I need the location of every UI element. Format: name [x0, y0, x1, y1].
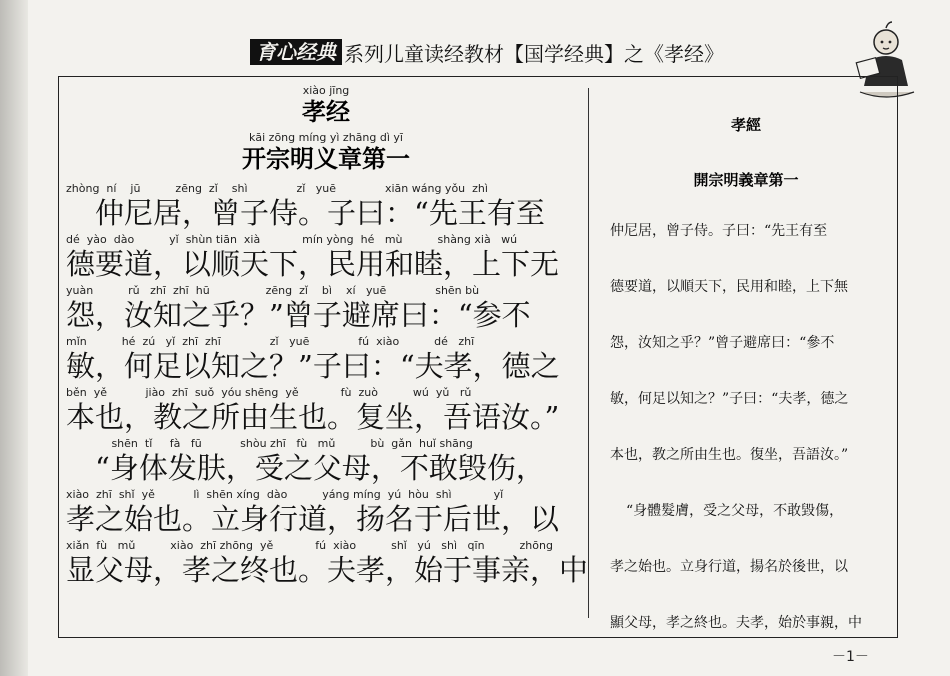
hanzi-line: 敏，何足以知之？”子曰：“夫孝，德之	[66, 349, 560, 383]
traditional-line: 怨，汝知之乎？”曾子避席曰：“參不	[610, 335, 835, 351]
hanzi-line: 仲尼居，曾子侍。子曰：“先王有至	[66, 196, 545, 230]
hanzi-line: 显父母，孝之终也。夫孝，始于事亲，中	[66, 553, 589, 587]
traditional-book-title: 孝經	[730, 116, 761, 134]
traditional-line: “身體髮膚，受之父母，不敢毀傷，	[626, 503, 844, 519]
page-number: －1－	[832, 649, 869, 665]
hanzi-line: 德要道，以顺天下，民用和睦，上下无	[66, 247, 560, 281]
traditional-line: 顯父母，孝之終也。夫孝，始於事親，中	[610, 615, 862, 631]
traditional-chapter-title: 開宗明義章第一	[693, 171, 799, 189]
chapter-title-pinyin: kāi zōng míng yì zhāng dì yī	[249, 131, 403, 144]
traditional-line: 德要道，以順天下，民用和睦，上下無	[610, 279, 848, 295]
series-brand: 育心经典	[250, 39, 342, 65]
traditional-line: 本也，教之所由生也。復坐，吾語汝。”	[610, 447, 849, 463]
hanzi-line: 孝之始也。立身行道，扬名于后世，以	[66, 502, 560, 536]
pinyin-line: mǐn hé zú yǐ zhī zhī zǐ yuē fú xiào dé zhī	[66, 335, 475, 348]
pinyin-line: dé yào dào yǐ shùn tiān xià mín yòng hé mù shàng xià wú	[66, 233, 518, 246]
simplified-text-lines	[66, 182, 589, 588]
pinyin-line: shēn tǐ fà fū shòu zhī fù mǔ bù gǎn huǐ shāng	[66, 437, 473, 450]
pinyin-line: zhòng ní jū zēng zǐ shì zǐ yuē xiān wáng yǒu zhì	[66, 182, 488, 195]
header-title: 系列儿童读经教材【国学经典】之《孝经》	[344, 41, 724, 66]
book-spine	[0, 0, 28, 676]
pinyin-line: yuàn rǔ zhī zhī hū zēng zǐ bì xí yuē shēn bù	[66, 284, 480, 297]
book-title-pinyin: xiào jīng	[302, 84, 350, 97]
traditional-column	[596, 84, 896, 631]
pinyin-line: běn yě jiào zhī suǒ yóu shēng yě fù zuò wú yǔ rǔ	[66, 386, 472, 399]
traditional-line: 敏，何足以知之？”子曰：“夫孝，德之	[610, 391, 849, 407]
pinyin-line: xiào zhī shǐ yě lì shēn xíng dào yáng míng yú hòu shì yǐ	[66, 488, 504, 501]
hanzi-line: “身体发肤，受之父母，不敢毁伤，	[66, 451, 545, 485]
page-header	[250, 38, 724, 66]
traditional-line: 孝之始也。立身行道，揚名於後世，以	[610, 559, 848, 575]
column-divider	[588, 88, 589, 618]
hanzi-line: 本也，教之所由生也。复坐，吾语汝。”	[66, 400, 560, 434]
simplified-column	[66, 84, 589, 588]
chapter-title: 开宗明义章第一	[242, 145, 410, 173]
book-title: 孝经	[302, 98, 350, 126]
traditional-line: 仲尼居，曾子侍。子曰：“先王有至	[610, 223, 828, 239]
pinyin-line: xiǎn fù mǔ xiào zhī zhōng yě fú xiào shǐ yú shì qīn zhōng	[66, 539, 553, 552]
hanzi-line: 怨，汝知之乎？”曾子避席曰：“参不	[66, 298, 531, 332]
